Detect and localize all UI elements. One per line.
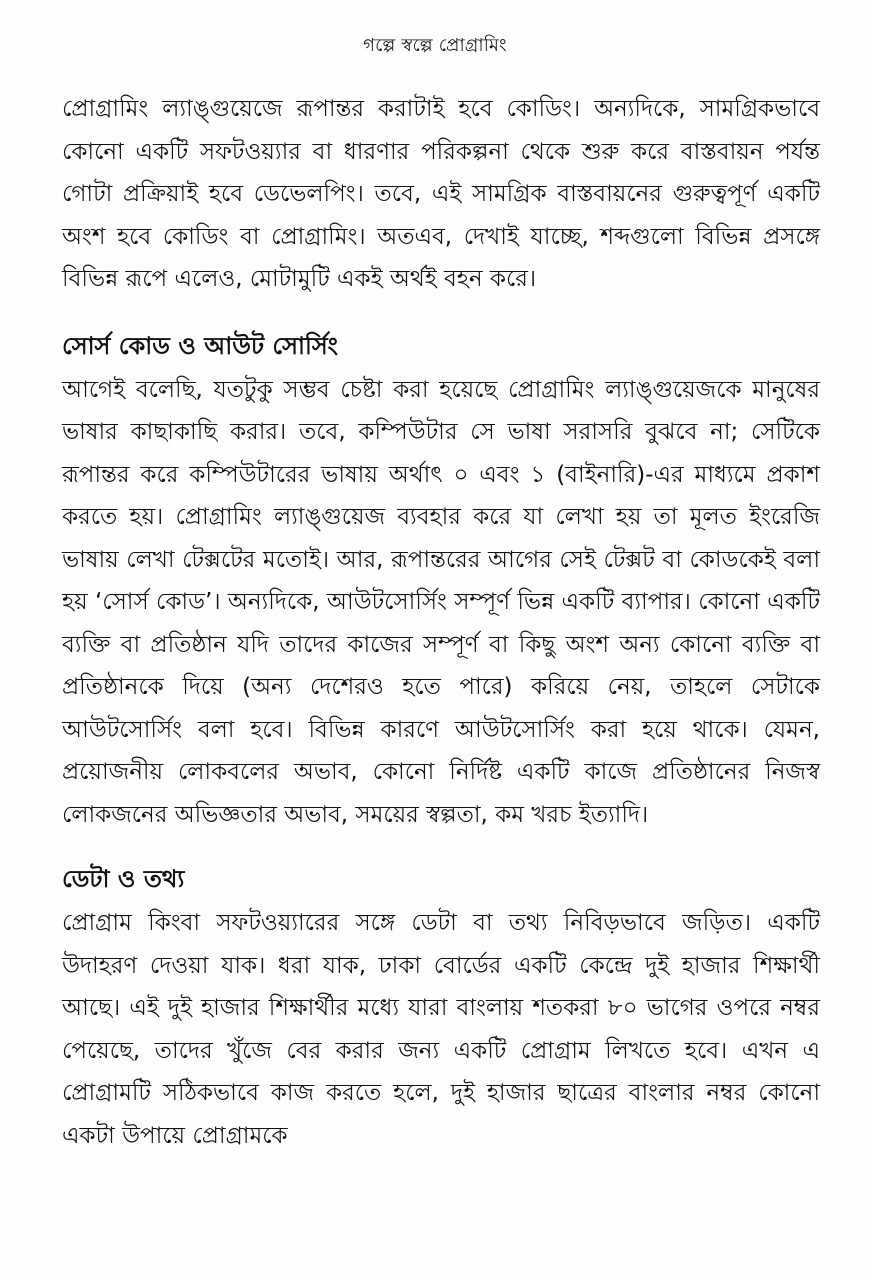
section-heading-source-code: সোর্স কোড ও আউট সোর্সিং: [62, 331, 339, 360]
page-content: [62, 88, 820, 1157]
section-heading-data: ডেটা ও তথ্য: [62, 865, 185, 893]
running-head: গল্পে স্বল্পে প্রোগ্রামিং: [363, 35, 507, 56]
section-body-data: প্রোগ্রাম কিংবা সফটওয়্যারের সঙ্গে ডেটা বা তথ্য নিবিড়ভাবে জড়িত। একটি উদাহরণ দেওয়া যাক। ধরা যাক, ঢাকা বোর্ডের একটি কেন্দ্রে দুই হাজার শিক্ষার্থী আছে। এই দুই হাজার শিক্ষার্থীর মধ্যে যারা বাংলায় শতকরা ৮০ ভাগের ওপরে নম্বর পেয়েছে, তাদের খুঁজে বের করার জন্য একটি প্রোগ্রাম লিখতে হবে। এখন এ প্রোগ্রামটি সঠিকভাবে কাজ করতে হলে, দুই হাজার ছাত্রের বাংলার নম্বর কোনো একটা উপায়ে প্রোগ্রামকে: [62, 910, 820, 1149]
paragraph-intro: প্রোগ্রামিং ল্যাঙ্গুয়েজে রূপান্তর করাটাই হবে কোডিং। অন্যদিকে, সামগ্রিকভাবে কোনো একটি সফটওয়্যার বা ধারণার পরিকল্পনা থেকে শুরু করে বাস্তবায়ন পর্যন্ত গোটা প্রক্রিয়াই হবে ডেভেলপিং। তবে, এই সামগ্রিক বাস্তবায়নের গুরুত্বপূর্ণ একটি অংশ হবে কোডিং বা প্রোগ্রামিং। অতএব, দেখাই যাচ্ছে, শব্দগুলো বিভিন্ন প্রসঙ্গে বিভিন্ন রূপে এলেও, মোটামুটি একই অর্থই বহন করে।: [62, 96, 820, 292]
section-body-source-code: আগেই বলেছি, যতটুকু সম্ভব চেষ্টা করা হয়েছে প্রোগ্রামিং ল্যাঙ্গুয়েজকে মানুষের ভাষার কাছাকাছি করার। তবে, কম্পিউটার সে ভাষা সরাসরি বুঝবে না; সেটিকে রূপান্তর করে কম্পিউটারের ভাষায় অর্থাৎ ০ এবং ১ (বাইনারি)-এর মাধ্যমে প্রকাশ করতে হয়। প্রোগ্রামিং ল্যাঙ্গুয়েজ ব্যবহার করে যা লেখা হয় তা মূলত ইংরেজি ভাষায় লেখা টেক্সটের মতোই। আর, রূপান্তরের আগের সেই টেক্সট বা কোডকেই বলা হয় ‘সোর্স কোড’। অন্যদিকে, আউটসোর্সিং সম্পূর্ণ ভিন্ন একটি ব্যাপার। কোনো একটি ব্যক্তি বা প্রতিষ্ঠান যদি তাদের কাজের সম্পূর্ণ বা কিছু অংশ অন্য কোনো ব্যক্তি বা প্রতিষ্ঠানকে দিয়ে (অন্য দেশেরও হতে পারে) করিয়ে নেয়, তাহলে সেটাকে আউটসোর্সিং বলা হবে। বিভিন্ন কারণে আউটসোর্সিং করা হয়ে থাকে। যেমন, প্রয়োজনীয় লোকবলের অভাব, কোনো নির্দিষ্ট একটি কাজে প্রতিষ্ঠানের নিজস্ব লোকজনের অভিজ্ঞতার অভাব, সময়ের স্বল্পতা, কম খরচ ইত্যাদি।: [62, 376, 820, 828]
